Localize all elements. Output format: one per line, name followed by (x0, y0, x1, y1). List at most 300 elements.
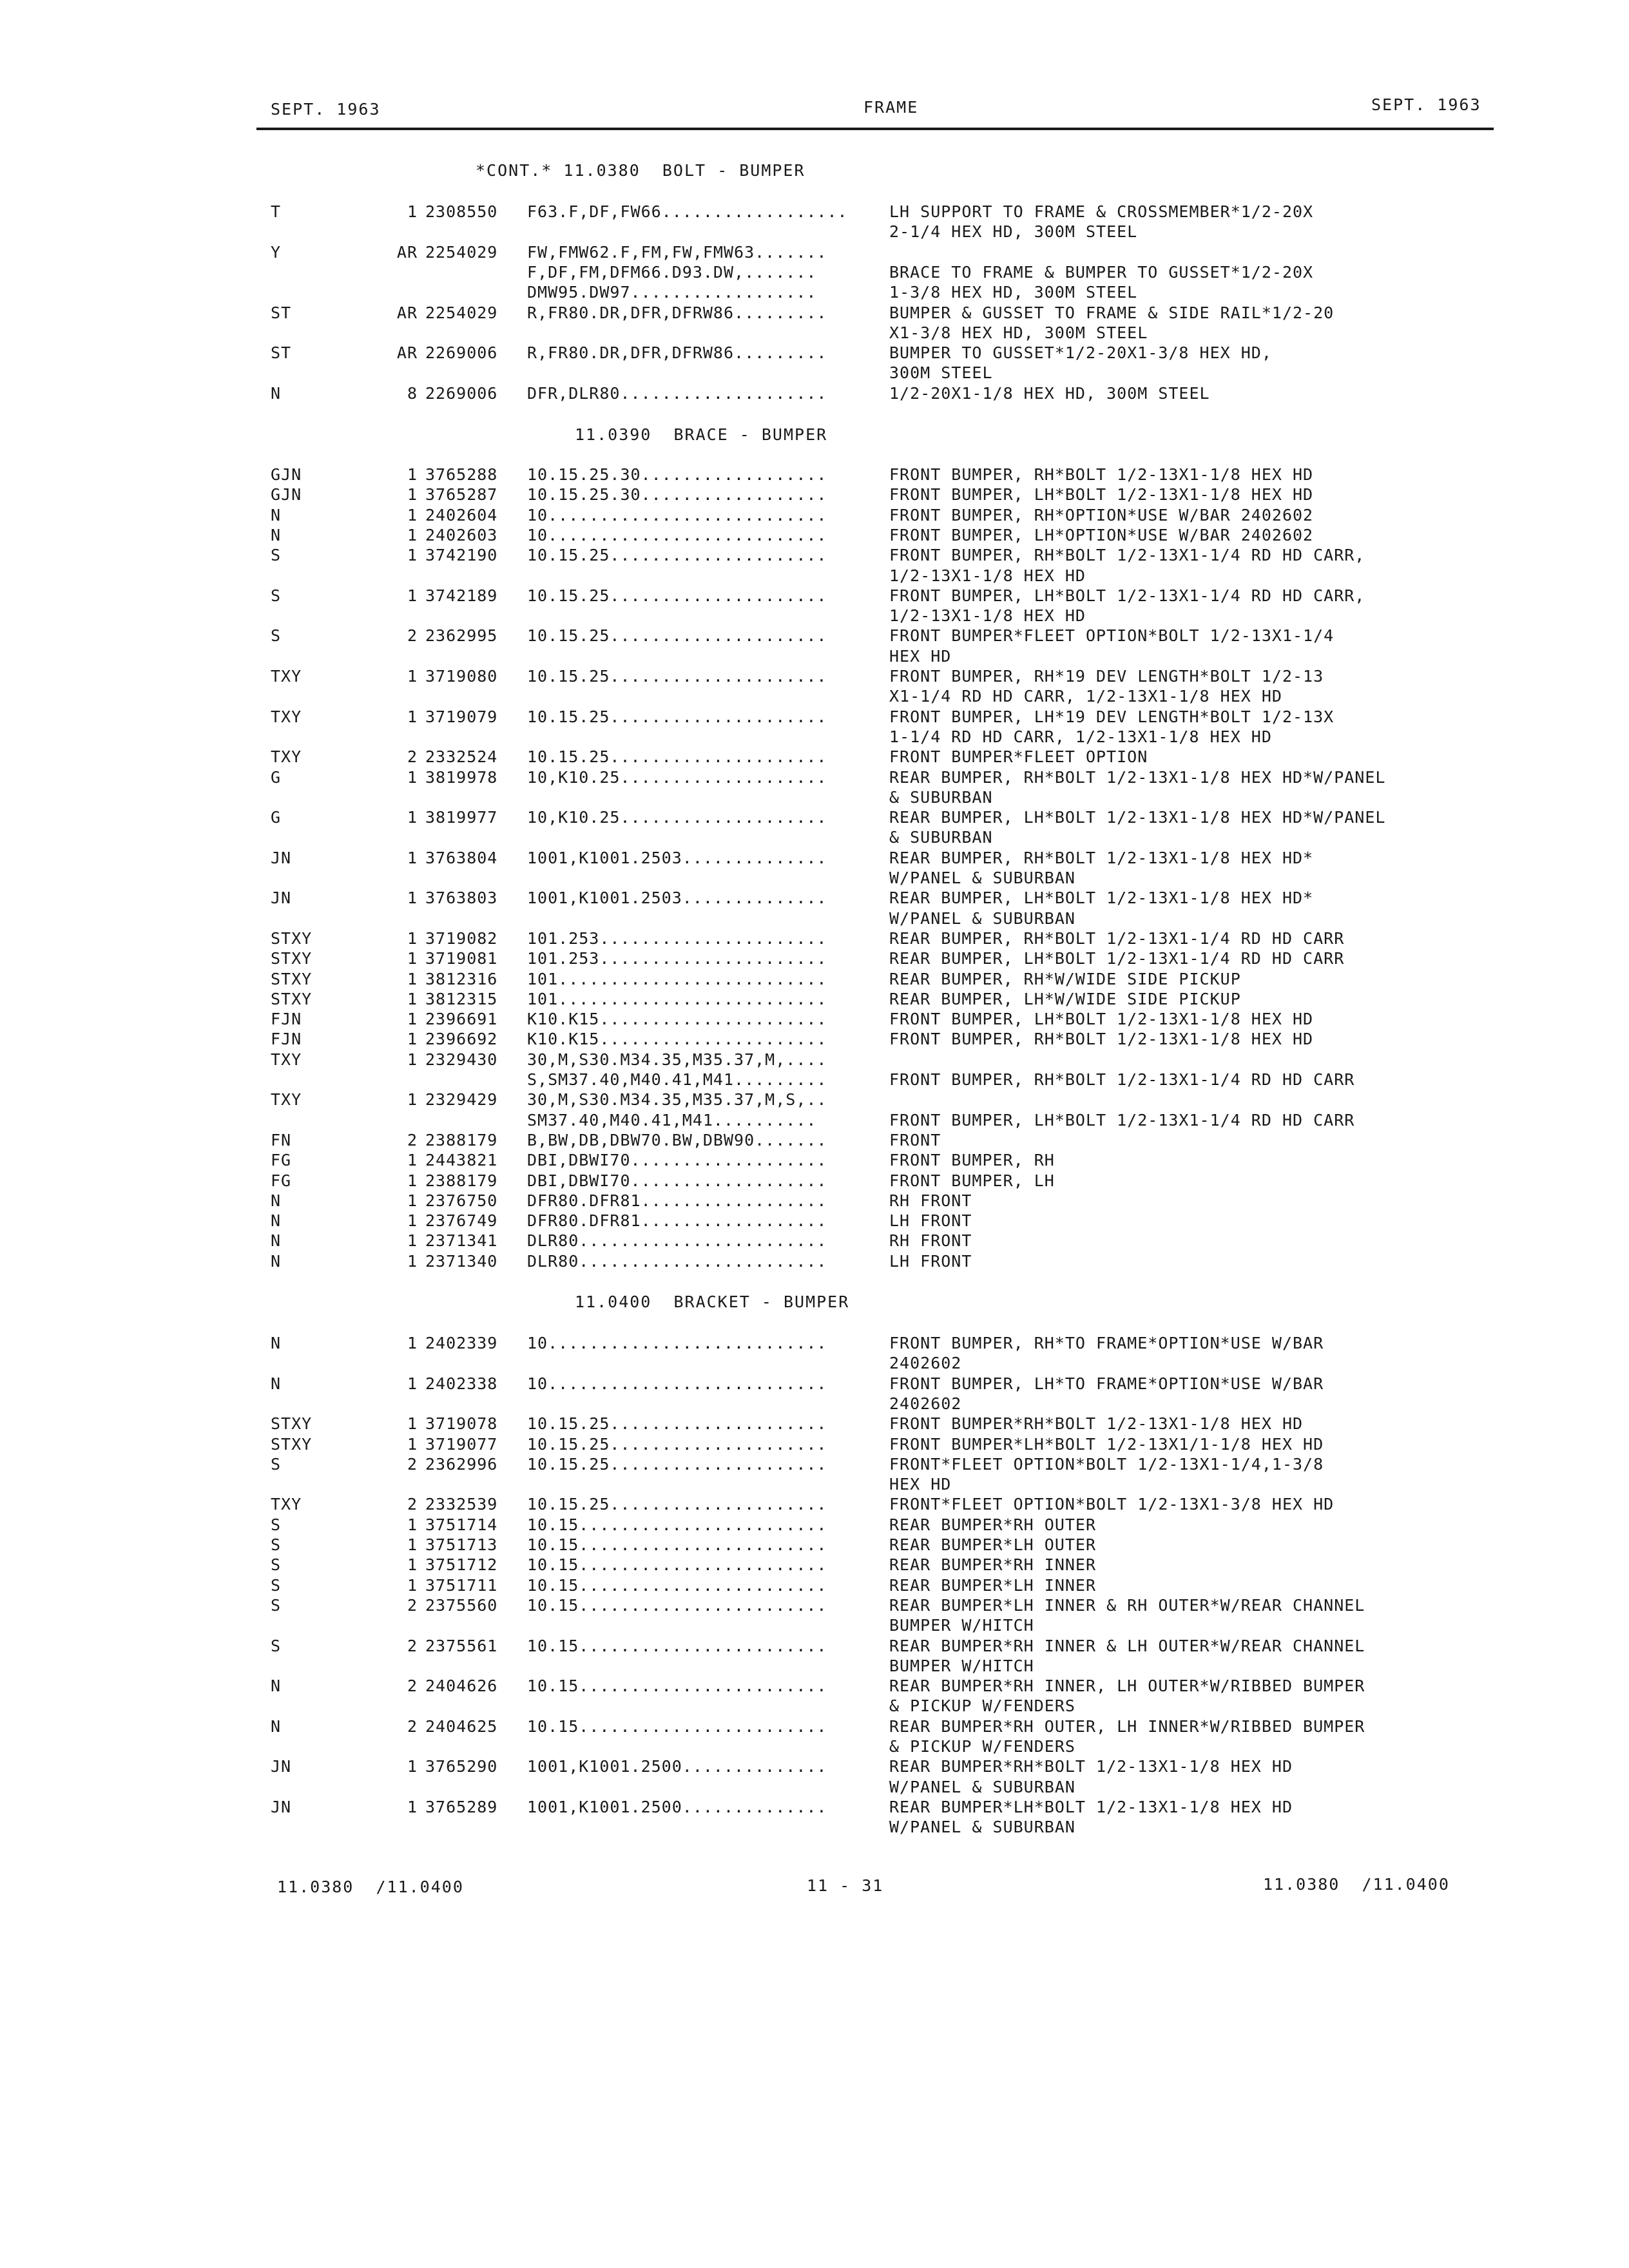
line-part-number: 2402339 (425, 1334, 498, 1352)
section-title: 11.0400 BRACKET - BUMPER (575, 1293, 850, 1311)
continuation-row (0, 363, 1629, 385)
part-row (0, 1252, 1629, 1274)
line-description: FRONT BUMPER, RH*BOLT 1/2-13X1-1/8 HEX HD (889, 1030, 1314, 1048)
line-qty: 2 (407, 1637, 418, 1655)
line-model: F,DF,FM,DFM66.D93.DW,....... (527, 263, 817, 282)
line-part-number: 2308550 (425, 202, 498, 221)
line-code: S (271, 1455, 282, 1474)
line-model: DLR80........................ (527, 1231, 827, 1250)
line-qty: 1 (407, 506, 418, 524)
line-qty: 8 (407, 384, 418, 403)
line-model: 10.15.25..................... (527, 1435, 827, 1454)
part-row (0, 1211, 1629, 1233)
part-row (0, 465, 1629, 487)
part-row (0, 970, 1629, 992)
part-row (0, 343, 1629, 365)
line-description: FRONT*FLEET OPTION*BOLT 1/2-13X1-1/4,1-3/8 (889, 1455, 1324, 1474)
line-part-number: 3763804 (425, 849, 498, 867)
line-code: N (271, 384, 282, 403)
continuation-row (0, 566, 1629, 588)
line-model: DFR80.DFR81.................. (527, 1211, 827, 1230)
line-description: X1-3/8 HEX HD, 300M STEEL (889, 323, 1148, 342)
line-qty: 1 (407, 1798, 418, 1816)
continuation-row (0, 687, 1629, 709)
line-qty: 1 (407, 768, 418, 787)
line-part-number: 2332539 (425, 1495, 498, 1514)
line-description: FRONT BUMPER, LH*BOLT 1/2-13X1-1/8 HEX HD (889, 1010, 1314, 1028)
continuation-row (0, 1475, 1629, 1497)
line-description: FRONT BUMPER, LH*BOLT 1/2-13X1-1/4 RD HD CARR, (889, 586, 1365, 605)
continuation-row (0, 1354, 1629, 1376)
line-part-number: 3763803 (425, 889, 498, 907)
line-model: 10.15.25..................... (527, 1495, 827, 1514)
line-qty: 2 (407, 1717, 418, 1736)
line-description: FRONT BUMPER, RH*BOLT 1/2-13X1-1/4 RD HD CARR, (889, 546, 1365, 564)
line-description: FRONT BUMPER*FLEET OPTION (889, 747, 1148, 766)
line-code: N (271, 1191, 282, 1210)
line-code: S (271, 546, 282, 564)
line-part-number: 2404626 (425, 1677, 498, 1695)
line-qty: 1 (407, 970, 418, 988)
line-code: STXY (271, 990, 313, 1008)
line-description: X1-1/4 RD HD CARR, 1/2-13X1-1/8 HEX HD (889, 687, 1282, 706)
line-qty: 1 (407, 1555, 418, 1574)
part-row (0, 1030, 1629, 1052)
line-part-number: 3819977 (425, 808, 498, 827)
part-row (0, 1171, 1629, 1193)
line-description: W/PANEL & SUBURBAN (889, 1778, 1075, 1796)
line-model: R,FR80.DR,DFR,DFRW86......... (527, 303, 827, 322)
part-row (0, 506, 1629, 528)
line-qty: 1 (407, 1435, 418, 1454)
line-model: 10.15........................ (527, 1677, 827, 1695)
line-qty: 1 (407, 949, 418, 968)
continuation-row (0, 1070, 1629, 1092)
line-qty: 1 (407, 889, 418, 907)
line-description: LH SUPPORT TO FRAME & CROSSMEMBER*1/2-20X (889, 202, 1314, 221)
line-part-number: 3719078 (425, 1414, 498, 1433)
line-part-number: 2329429 (425, 1090, 498, 1109)
line-description: REAR BUMPER, LH*BOLT 1/2-13X1-1/8 HEX HD*W/PANEL (889, 808, 1386, 827)
line-description: RH FRONT (889, 1231, 972, 1250)
line-description: BRACE TO FRAME & BUMPER TO GUSSET*1/2-20X (889, 263, 1314, 282)
line-model: 10.15........................ (527, 1535, 827, 1554)
line-description: 2402602 (889, 1394, 962, 1413)
continuation-row (0, 1818, 1629, 1840)
line-part-number: 2443821 (425, 1151, 498, 1169)
line-description: 1/2-20X1-1/8 HEX HD, 300M STEEL (889, 384, 1210, 403)
part-row (0, 1677, 1629, 1698)
line-model: DFR80.DFR81.................. (527, 1191, 827, 1210)
line-description: FRONT BUMPER, RH*BOLT 1/2-13X1-1/8 HEX HD (889, 465, 1314, 484)
line-model: 1001,K1001.2500.............. (527, 1757, 827, 1776)
part-row (0, 1495, 1629, 1517)
line-qty: 1 (407, 485, 418, 504)
part-row (0, 202, 1629, 224)
line-description: REAR BUMPER, RH*BOLT 1/2-13X1-1/8 HEX HD* (889, 849, 1314, 867)
line-code: TXY (271, 707, 302, 726)
line-part-number: 2254029 (425, 303, 498, 322)
line-qty: 1 (407, 1334, 418, 1352)
part-row (0, 1596, 1629, 1618)
line-description: LH FRONT (889, 1211, 972, 1230)
line-model: 1001,K1001.2500.............. (527, 1798, 827, 1816)
continuation-row (0, 1696, 1629, 1718)
line-code: JN (271, 1798, 292, 1816)
line-part-number: 2375561 (425, 1637, 498, 1655)
line-part-number: 3751713 (425, 1535, 498, 1554)
line-code: N (271, 1231, 282, 1250)
continuation-row (0, 1737, 1629, 1759)
line-description: REAR BUMPER, RH*BOLT 1/2-13X1-1/4 RD HD CARR (889, 929, 1345, 948)
line-qty: 1 (407, 465, 418, 484)
line-model: 10........................... (527, 526, 827, 544)
line-model: DBI,DBWI70................... (527, 1151, 827, 1169)
line-code: TXY (271, 1495, 302, 1514)
line-qty: 1 (407, 1191, 418, 1210)
line-part-number: 2396692 (425, 1030, 498, 1048)
line-description: HEX HD (889, 647, 952, 666)
line-description: W/PANEL & SUBURBAN (889, 909, 1075, 928)
line-description: FRONT BUMPER, RH*TO FRAME*OPTION*USE W/BAR (889, 1334, 1324, 1352)
line-description: FRONT BUMPER, RH*19 DEV LENGTH*BOLT 1/2-13 (889, 667, 1324, 686)
line-model: S,SM37.40,M40.41,M41......... (527, 1070, 827, 1089)
line-model: R,FR80.DR,DFR,DFRW86......... (527, 343, 827, 362)
line-model: FW,FMW62.F,FM,FW,FMW63....... (527, 243, 827, 262)
line-part-number: 3719080 (425, 667, 498, 686)
line-code: ST (271, 303, 292, 322)
line-model: 10.15.25..................... (527, 1455, 827, 1474)
line-qty: 1 (407, 202, 418, 221)
line-part-number: 2376750 (425, 1191, 498, 1210)
line-code: N (271, 1677, 282, 1695)
line-code: GJN (271, 485, 302, 504)
line-qty: 1 (407, 1151, 418, 1169)
part-row (0, 1191, 1629, 1213)
line-qty: 1 (407, 1515, 418, 1534)
line-description: LH FRONT (889, 1252, 972, 1271)
line-qty: 1 (407, 586, 418, 605)
line-part-number: 3719081 (425, 949, 498, 968)
line-model: 10........................... (527, 1334, 827, 1352)
line-qty: 1 (407, 929, 418, 948)
line-description: REAR BUMPER, RH*W/WIDE SIDE PICKUP (889, 970, 1241, 988)
line-part-number: 2402338 (425, 1374, 498, 1393)
line-code: S (271, 626, 282, 645)
part-row (0, 949, 1629, 971)
line-part-number: 3751711 (425, 1576, 498, 1595)
line-code: S (271, 1637, 282, 1655)
line-qty: 1 (407, 1010, 418, 1028)
header-rule (256, 128, 1494, 130)
line-code: S (271, 1555, 282, 1574)
line-description: FRONT BUMPER*RH*BOLT 1/2-13X1-1/8 HEX HD (889, 1414, 1304, 1433)
line-model: DLR80........................ (527, 1252, 827, 1271)
continuation-row (0, 606, 1629, 628)
line-model: 10........................... (527, 506, 827, 524)
line-model: 30,M,S30.M34.35,M35.37,M,S,.. (527, 1090, 827, 1109)
continuation-row (0, 222, 1629, 244)
part-row (0, 586, 1629, 608)
line-qty: 2 (407, 1596, 418, 1615)
line-part-number: 2388179 (425, 1171, 498, 1190)
part-row (0, 1231, 1629, 1253)
part-row (0, 1757, 1629, 1779)
line-description: 2-1/4 HEX HD, 300M STEEL (889, 222, 1138, 241)
line-part-number: 2254029 (425, 243, 498, 262)
line-description: FRONT BUMPER*LH*BOLT 1/2-13X1/1-1/8 HEX HD (889, 1435, 1324, 1454)
line-qty: 1 (407, 667, 418, 686)
line-qty: 1 (407, 1090, 418, 1109)
part-row (0, 303, 1629, 325)
line-code: TXY (271, 747, 302, 766)
part-row (0, 849, 1629, 870)
part-row (0, 889, 1629, 910)
line-code: JN (271, 889, 292, 907)
line-model: 10.15........................ (527, 1555, 827, 1574)
line-qty: 1 (407, 1030, 418, 1048)
line-description: REAR BUMPER*LH INNER & RH OUTER*W/REAR CHANNEL (889, 1596, 1365, 1615)
line-code: N (271, 506, 282, 524)
part-row (0, 526, 1629, 548)
footer-page-number: 11 - 31 (807, 1876, 884, 1895)
line-part-number: 2371340 (425, 1252, 498, 1271)
line-part-number: 2376749 (425, 1211, 498, 1230)
continuation-row (0, 909, 1629, 931)
part-row (0, 1010, 1629, 1032)
part-row (0, 1090, 1629, 1112)
part-row (0, 1555, 1629, 1577)
line-description: REAR BUMPER*LH*BOLT 1/2-13X1-1/8 HEX HD (889, 1798, 1293, 1816)
line-code: S (271, 1535, 282, 1554)
line-description: BUMPER TO GUSSET*1/2-20X1-3/8 HEX HD, (889, 343, 1272, 362)
line-model: 10.15........................ (527, 1717, 827, 1736)
line-part-number: 2362995 (425, 626, 498, 645)
continuation-row (0, 788, 1629, 810)
line-description: & SUBURBAN (889, 788, 993, 807)
line-description: FRONT BUMPER, LH (889, 1171, 1055, 1190)
part-row (0, 1435, 1629, 1457)
line-model: 101.253...................... (527, 949, 827, 968)
part-row (0, 243, 1629, 265)
line-part-number: 3751712 (425, 1555, 498, 1574)
line-part-number: 3719082 (425, 929, 498, 948)
continuation-row (0, 1778, 1629, 1800)
line-qty: 1 (407, 707, 418, 726)
line-model: 10........................... (527, 1374, 827, 1393)
line-qty: 1 (407, 1414, 418, 1433)
line-code: S (271, 1515, 282, 1534)
line-description: REAR BUMPER*LH INNER (889, 1576, 1097, 1595)
line-code: JN (271, 849, 292, 867)
line-qty: 1 (407, 1576, 418, 1595)
line-part-number: 2371341 (425, 1231, 498, 1250)
line-description: FRONT BUMPER, LH*19 DEV LENGTH*BOLT 1/2-13X (889, 707, 1335, 726)
line-code: S (271, 1596, 282, 1615)
line-code: FJN (271, 1030, 302, 1048)
line-description: 1-1/4 RD HD CARR, 1/2-13X1-1/8 HEX HD (889, 727, 1272, 746)
line-code: N (271, 1334, 282, 1352)
part-row (0, 808, 1629, 830)
part-row (0, 1535, 1629, 1557)
line-model: K10.K15...................... (527, 1010, 827, 1028)
line-code: FG (271, 1171, 292, 1190)
line-code: G (271, 808, 282, 827)
line-part-number: 3742189 (425, 586, 498, 605)
line-qty: 1 (407, 526, 418, 544)
line-code: GJN (271, 465, 302, 484)
line-description: REAR BUMPER*RH OUTER, LH INNER*W/RIBBED BUMPER (889, 1717, 1365, 1736)
line-qty: AR (396, 343, 418, 362)
line-part-number: 3812316 (425, 970, 498, 988)
line-model: 30,M,S30.M34.35,M35.37,M,.... (527, 1050, 827, 1069)
line-model: 10.15.25..................... (527, 707, 827, 726)
line-part-number: 2269006 (425, 384, 498, 403)
line-part-number: 3819978 (425, 768, 498, 787)
line-code: STXY (271, 970, 313, 988)
part-row (0, 1334, 1629, 1356)
line-part-number: 3719079 (425, 707, 498, 726)
line-description: FRONT BUMPER, LH*BOLT 1/2-13X1-1/4 RD HD CARR (889, 1111, 1355, 1129)
part-row (0, 929, 1629, 951)
line-model: DBI,DBWI70................... (527, 1171, 827, 1190)
line-description: REAR BUMPER*RH*BOLT 1/2-13X1-1/8 HEX HD (889, 1757, 1293, 1776)
line-qty: 1 (407, 1252, 418, 1271)
part-row (0, 747, 1629, 769)
part-row (0, 990, 1629, 1012)
continuation-row (0, 647, 1629, 669)
line-code: G (271, 768, 282, 787)
line-qty: 1 (407, 1374, 418, 1393)
line-description: RH FRONT (889, 1191, 972, 1210)
line-qty: 1 (407, 1211, 418, 1230)
part-row (0, 1374, 1629, 1396)
section-title: *CONT.* 11.0380 BOLT - BUMPER (476, 161, 805, 180)
line-code: FN (271, 1131, 292, 1149)
line-qty: AR (396, 243, 418, 262)
line-model: 1001,K1001.2503.............. (527, 849, 827, 867)
line-qty: 1 (407, 1231, 418, 1250)
line-part-number: 2269006 (425, 343, 498, 362)
part-row (0, 546, 1629, 568)
line-description: & PICKUP W/FENDERS (889, 1737, 1075, 1756)
part-row (0, 1637, 1629, 1658)
line-part-number: 2402604 (425, 506, 498, 524)
continuation-row (0, 869, 1629, 890)
line-model: 101.......................... (527, 970, 827, 988)
part-row (0, 768, 1629, 790)
line-qty: 1 (407, 1757, 418, 1776)
line-description: FRONT BUMPER*FLEET OPTION*BOLT 1/2-13X1-1/4 (889, 626, 1335, 645)
line-description: REAR BUMPER, LH*BOLT 1/2-13X1-1/4 RD HD CARR (889, 949, 1345, 968)
section-title: 11.0390 BRACE - BUMPER (575, 425, 828, 444)
line-qty: 2 (407, 1131, 418, 1149)
line-qty: 2 (407, 1677, 418, 1695)
line-description: 1/2-13X1-1/8 HEX HD (889, 606, 1086, 625)
line-qty: 2 (407, 1495, 418, 1514)
line-qty: 1 (407, 1050, 418, 1069)
part-row (0, 667, 1629, 689)
line-description: REAR BUMPER*RH OUTER (889, 1515, 1097, 1534)
line-description: FRONT (889, 1131, 941, 1149)
line-part-number: 3765289 (425, 1798, 498, 1816)
part-row (0, 1414, 1629, 1436)
line-code: N (271, 526, 282, 544)
line-code: JN (271, 1757, 292, 1776)
line-code: T (271, 202, 282, 221)
line-code: STXY (271, 949, 313, 968)
line-description: REAR BUMPER*RH INNER (889, 1555, 1097, 1574)
line-qty: 1 (407, 1535, 418, 1554)
part-row (0, 707, 1629, 729)
footer-left-range: 11.0380 /11.0400 (277, 1878, 464, 1896)
line-model: 10.15.25..................... (527, 747, 827, 766)
line-description: FRONT BUMPER, LH*TO FRAME*OPTION*USE W/BAR (889, 1374, 1324, 1393)
line-model: 1001,K1001.2503.............. (527, 889, 827, 907)
line-model: 10,K10.25.................... (527, 808, 827, 827)
line-qty: 1 (407, 849, 418, 867)
line-description: REAR BUMPER, LH*W/WIDE SIDE PICKUP (889, 990, 1241, 1008)
line-model: 10.15.25..................... (527, 1414, 827, 1433)
footer-right-range: 11.0380 /11.0400 (1263, 1875, 1450, 1894)
line-code: STXY (271, 1435, 313, 1454)
line-description: 1/2-13X1-1/8 HEX HD (889, 566, 1086, 585)
line-qty: 2 (407, 1455, 418, 1474)
line-part-number: 2396691 (425, 1010, 498, 1028)
continuation-row (0, 1111, 1629, 1133)
line-description: FRONT BUMPER, LH*BOLT 1/2-13X1-1/8 HEX HD (889, 485, 1314, 504)
line-description: W/PANEL & SUBURBAN (889, 1818, 1075, 1836)
line-description: FRONT BUMPER, LH*OPTION*USE W/BAR 2402602 (889, 526, 1314, 544)
line-description: BUMPER W/HITCH (889, 1616, 1034, 1635)
line-model: 10.15.25..................... (527, 667, 827, 686)
line-model: 10.15........................ (527, 1576, 827, 1595)
continuation-row (0, 283, 1629, 305)
part-row (0, 626, 1629, 648)
header-right-date: SEPT. 1963 (1371, 95, 1481, 114)
line-description: 1-3/8 HEX HD, 300M STEEL (889, 283, 1138, 302)
line-description: FRONT BUMPER, RH (889, 1151, 1055, 1169)
line-code: S (271, 586, 282, 605)
line-model: 10.15.25.30.................. (527, 465, 827, 484)
line-description: REAR BUMPER, LH*BOLT 1/2-13X1-1/8 HEX HD* (889, 889, 1314, 907)
line-description: W/PANEL & SUBURBAN (889, 869, 1075, 887)
line-code: FJN (271, 1010, 302, 1028)
part-row (0, 1131, 1629, 1153)
line-part-number: 2402603 (425, 526, 498, 544)
line-part-number: 3719077 (425, 1435, 498, 1454)
line-model: 10.15........................ (527, 1515, 827, 1534)
line-qty: 1 (407, 808, 418, 827)
line-code: N (271, 1374, 282, 1393)
line-model: 10.15........................ (527, 1637, 827, 1655)
continuation-row (0, 1394, 1629, 1416)
line-code: ST (271, 343, 292, 362)
line-part-number: 2329430 (425, 1050, 498, 1069)
line-model: DMW95.DW97.................. (527, 283, 817, 302)
line-part-number: 2388179 (425, 1131, 498, 1149)
line-part-number: 3751714 (425, 1515, 498, 1534)
line-description: HEX HD (889, 1475, 952, 1494)
line-description: FRONT BUMPER, RH*OPTION*USE W/BAR 2402602 (889, 506, 1314, 524)
line-code: Y (271, 243, 282, 262)
part-row (0, 1515, 1629, 1537)
line-code: N (271, 1211, 282, 1230)
part-row (0, 1576, 1629, 1598)
part-row (0, 1717, 1629, 1739)
line-part-number: 3765290 (425, 1757, 498, 1776)
line-model: 10,K10.25.................... (527, 768, 827, 787)
